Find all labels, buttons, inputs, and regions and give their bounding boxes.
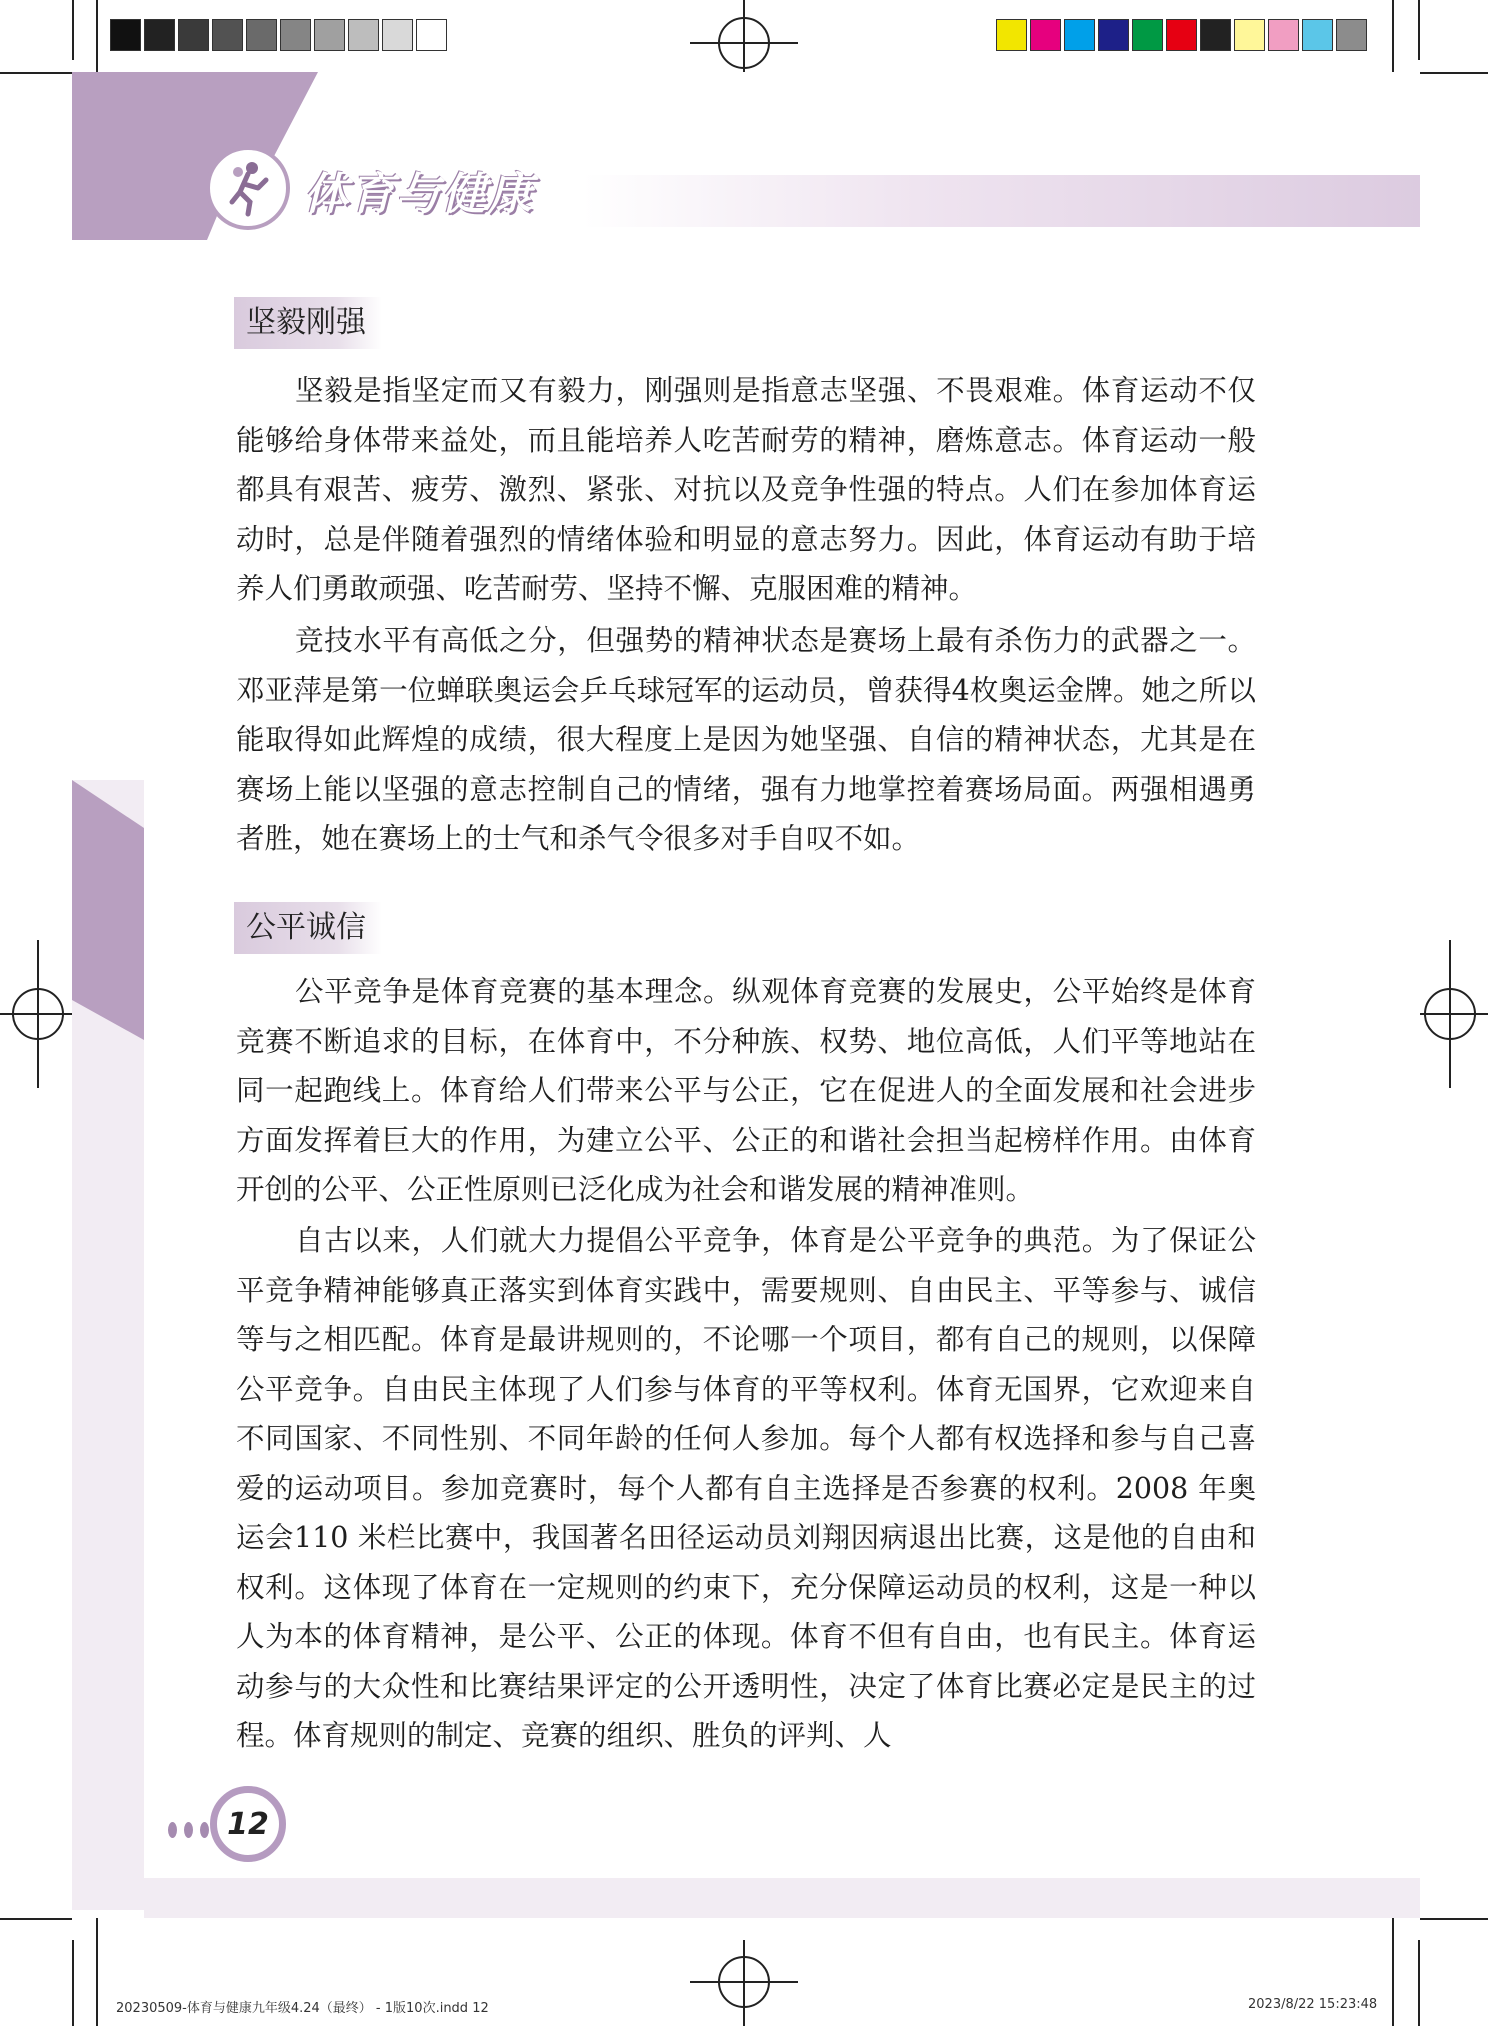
section-heading-fairness: 公平诚信 (234, 902, 382, 954)
bottom-decorative-band (144, 1878, 1420, 1918)
section-heading-perseverance: 坚毅刚强 (234, 297, 382, 349)
crop-mark (96, 1918, 98, 2026)
crop-mark (1420, 1918, 1488, 1920)
color-swatch (1132, 19, 1163, 51)
crop-mark (72, 0, 74, 60)
color-swatch (382, 19, 413, 51)
crop-mark (743, 1940, 745, 2026)
crop-mark (0, 72, 72, 74)
color-swatch (1302, 19, 1333, 51)
crop-mark (1420, 72, 1488, 74)
header-title: 体育与健康 (304, 169, 534, 220)
crop-mark (72, 1940, 74, 2026)
crop-mark (0, 1013, 72, 1015)
color-swatch (416, 19, 447, 51)
color-swatch (1336, 19, 1367, 51)
page-number: 12 (210, 1786, 286, 1862)
paragraph: 竞技水平有高低之分，但强势的精神状态是赛场上最有杀伤力的武器之一。邓亚萍是第一位蝉联奥运会乒乓球冠军的运动员，曾获得4枚奥运金牌。她之所以能取得如此辉煌的成绩，很大程度上是因为她坚强、自信的精神状态，尤其是在赛场上能以坚强的意志控制自己的情绪，强有力地掌控着赛场局面。两强相遇勇者胜，她在赛场上的士气和杀气令很多对手自叹不如。 (236, 624, 1256, 855)
crop-mark (1449, 940, 1451, 1088)
crop-mark (1392, 0, 1394, 72)
color-swatch (144, 19, 175, 51)
color-swatch (246, 19, 277, 51)
crop-mark (1420, 1013, 1488, 1015)
paragraph: 公平竞争是体育竞赛的基本理念。纵观体育竞赛的发展史，公平始终是体育竞赛不断追求的目标，在体育中，不分种族、权势、地位高低，人们平等地站在同一起跑线上。体育给人们带来公平与公正，它在促进人的全面发展和社会进步方面发挥着巨大的作用，为建立公平、公正的和谐社会担当起榜样作用。由体育开创的公平、公正性原则已泛化成为社会和谐发展的精神准则。 (236, 975, 1256, 1206)
paragraph: 自古以来，人们就大力提倡公平竞争，体育是公平竞争的典范。为了保证公平竞争精神能够真正落实到体育实践中，需要规则、自由民主、平等参与、诚信等与之相匹配。体育是最讲规则的，不论哪一个项目，都有自己的规则，以保障公平竞争。自由民主体现了人们参与体育的平等权利。体育无国界，它欢迎来自不同国家、不同性别、不同年龄的任何人参加。每个人都有权选择和参与自己喜爱的运动项目。参加竞赛时，每个人都有自主选择是否参赛的权利。2008 年奥运会110 米栏比赛中，我国著名田径运动员刘翔因病退出比赛，这是他的自由和权利。这体现了体育在一定规则的约束下，充分保障运动员的权利，这是一种以人为本的体育精神，是公平、公正的体现。体育不但有自由，也有民主。体育运动参与的大众性和比赛结果评定的公开透明性，决定了体育比赛必定是民主的过程。体育规则的制定、竞赛的组织、胜负的评判、人 (236, 1224, 1256, 1752)
crop-mark (743, 0, 745, 72)
crop-mark (1418, 1940, 1420, 2026)
left-purple-tab (72, 780, 144, 1040)
color-swatch (996, 19, 1027, 51)
color-swatch (1098, 19, 1129, 51)
color-swatch (1268, 19, 1299, 51)
color-swatch (1234, 19, 1265, 51)
paragraph: 坚毅是指坚定而又有毅力，刚强则是指意志坚强、不畏艰难。体育运动不仅能够给身体带来益处，而且能培养人吃苦耐劳的精神，磨炼意志。体育运动一般都具有艰苦、疲劳、激烈、紧张、对抗以及竞争性强的特点。人们在参加体育运动时，总是伴随着强烈的情绪体验和明显的意志努力。因此，体育运动有助于培养人们勇敢顽强、吃苦耐劳、坚持不懈、克服困难的精神。 (236, 374, 1256, 605)
color-swatch (314, 19, 345, 51)
crop-mark (1418, 0, 1420, 60)
footer-file-name: 20230509-体育与健康九年级4.24（最终） - 1版10次.indd 12 (116, 2001, 489, 2016)
color-swatch (348, 19, 379, 51)
athletes-emblem-icon (206, 146, 290, 230)
header-gradient-bar (582, 175, 1420, 227)
footer-timestamp: 2023/8/22 15:23:48 (1248, 1997, 1378, 2012)
color-swatch (178, 19, 209, 51)
color-swatch (1030, 19, 1061, 51)
color-swatch (1200, 19, 1231, 51)
color-swatch (1166, 19, 1197, 51)
crop-mark (1392, 1918, 1394, 2026)
color-swatch (110, 19, 141, 51)
crop-mark (0, 1918, 72, 1920)
color-swatch (1064, 19, 1095, 51)
runner-figure-icon (218, 158, 278, 218)
color-swatch (280, 19, 311, 51)
crop-mark (96, 0, 98, 72)
color-swatch (212, 19, 243, 51)
crop-mark (37, 940, 39, 1088)
decorative-dots (168, 1822, 209, 1838)
